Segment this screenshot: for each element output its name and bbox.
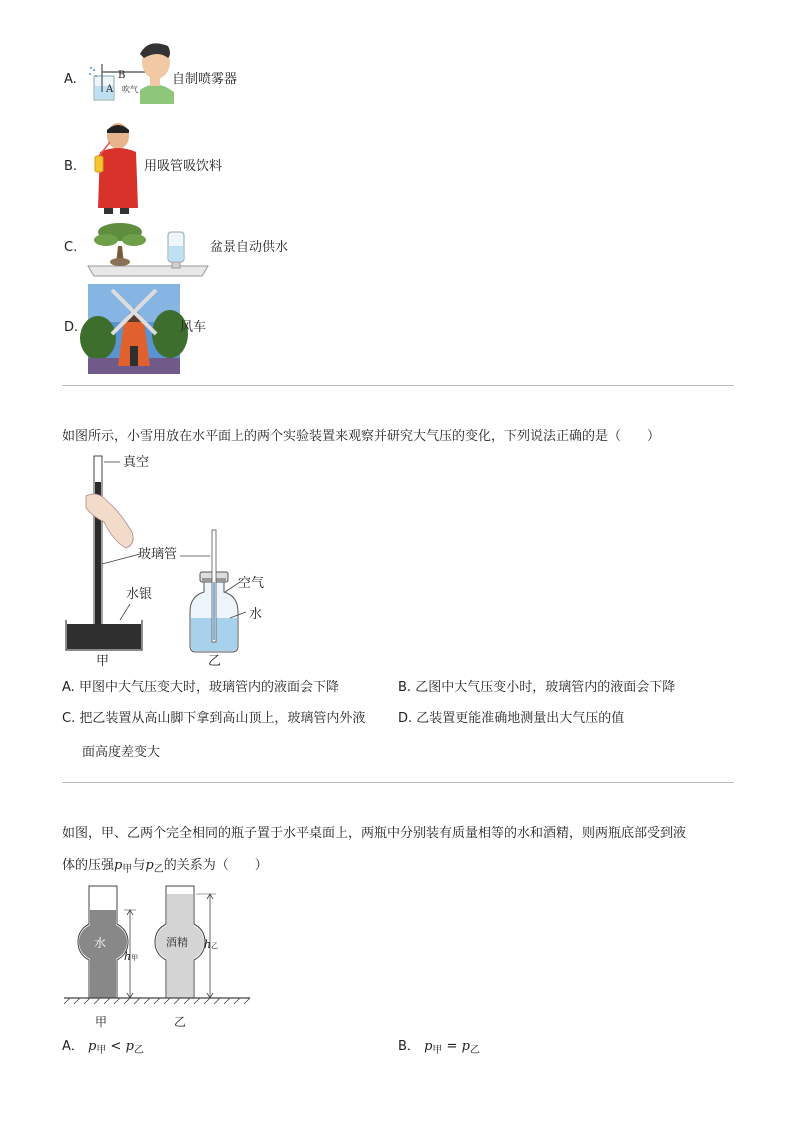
label-glass-tube: 玻璃管	[138, 547, 178, 562]
question-stem-line2	[62, 857, 268, 879]
option-letter: A.	[64, 72, 77, 87]
symbol-p: p	[145, 858, 154, 873]
option-letter: B．	[398, 1039, 420, 1054]
bottles-figure	[62, 884, 262, 1014]
divider	[62, 782, 734, 783]
subscript: 乙	[469, 1045, 480, 1056]
symbol-p: p	[125, 1039, 134, 1054]
bonsai-water-image	[86, 216, 210, 280]
label-vacuum: 真空	[123, 455, 150, 470]
symbol-p: p	[88, 1039, 97, 1054]
sprayer-label-blow: 吹气	[122, 85, 138, 94]
option-text: 用吸管吸饮料	[144, 159, 223, 174]
q2-option-a	[62, 679, 339, 697]
option-letter: A.	[62, 680, 75, 695]
q3-option-a	[62, 1038, 144, 1060]
label-mercury: 水银	[126, 587, 153, 602]
sprayer-label-a: A	[106, 84, 114, 95]
option-text: 乙图中大气压变小时，玻璃管内的液面会下降	[415, 680, 676, 695]
relation: =	[446, 1039, 458, 1054]
option-text: 自制喷雾器	[172, 72, 238, 87]
subscript: 甲	[122, 864, 133, 875]
sprayer-label-b: B	[118, 70, 126, 81]
q2-option-d	[398, 710, 624, 728]
relation: <	[110, 1039, 122, 1054]
option-letter: D.	[64, 320, 79, 335]
symbol-p: p	[424, 1039, 433, 1054]
option-text: 乙装置更能准确地测量出大气压的值	[416, 711, 625, 726]
q2-option-b	[398, 679, 675, 697]
option-letter: D.	[398, 711, 413, 726]
caption-jia: 甲	[95, 1015, 108, 1029]
subscript: 乙	[153, 864, 164, 875]
caption-yi: 乙	[208, 654, 222, 669]
question-stem: 如图所示，小雪用放在水平面上的两个实验装置来观察并研究大气压的变化，下列说法正确的是（ ）	[62, 429, 661, 444]
option-text: 甲图中大气压变大时，玻璃管内的液面会下降	[78, 680, 339, 695]
option-letter: A．	[62, 1039, 84, 1054]
stem-mid: 与	[132, 858, 146, 873]
option-text: 把乙装置从高山脚下拿到高山顶上，玻璃管内外液	[79, 711, 366, 726]
divider	[62, 385, 734, 386]
option-text: 风车	[180, 320, 207, 335]
option-text: 盆景自动供水	[210, 240, 289, 255]
label-h-jia: h甲	[124, 950, 139, 963]
caption-yi: 乙	[174, 1015, 187, 1029]
option-letter: B.	[64, 159, 78, 174]
symbol-p: p	[461, 1039, 470, 1054]
q2-option-c-continued: 面高度差变大	[82, 745, 161, 760]
stem-pre: 体的压强	[62, 858, 115, 873]
subscript: 乙	[133, 1045, 144, 1056]
option-letter: C.	[62, 711, 76, 726]
symbol-p: p	[114, 858, 123, 873]
caption-jia: 甲	[96, 654, 110, 669]
label-water: 水	[94, 936, 107, 950]
label-alcohol: 酒精	[166, 936, 188, 949]
label-air: 空气	[238, 576, 265, 591]
subscript: 甲	[432, 1045, 443, 1056]
stem-post: 的关系为（ ）	[163, 858, 268, 873]
boy-drinking-image	[90, 122, 142, 214]
q2-option-c	[62, 710, 365, 728]
subscript: 甲	[96, 1045, 107, 1056]
question-stem-line1: 如图，甲、乙两个完全相同的瓶子置于水平桌面上，两瓶中分别装有质量相等的水和酒精，则两瓶底部受到液	[62, 826, 687, 841]
option-letter: B.	[398, 680, 412, 695]
windmill-image	[88, 284, 180, 374]
q3-option-b	[398, 1038, 480, 1060]
label-h-yi: h乙	[204, 938, 219, 951]
option-letter: C.	[64, 240, 78, 255]
label-water: 水	[249, 607, 263, 622]
